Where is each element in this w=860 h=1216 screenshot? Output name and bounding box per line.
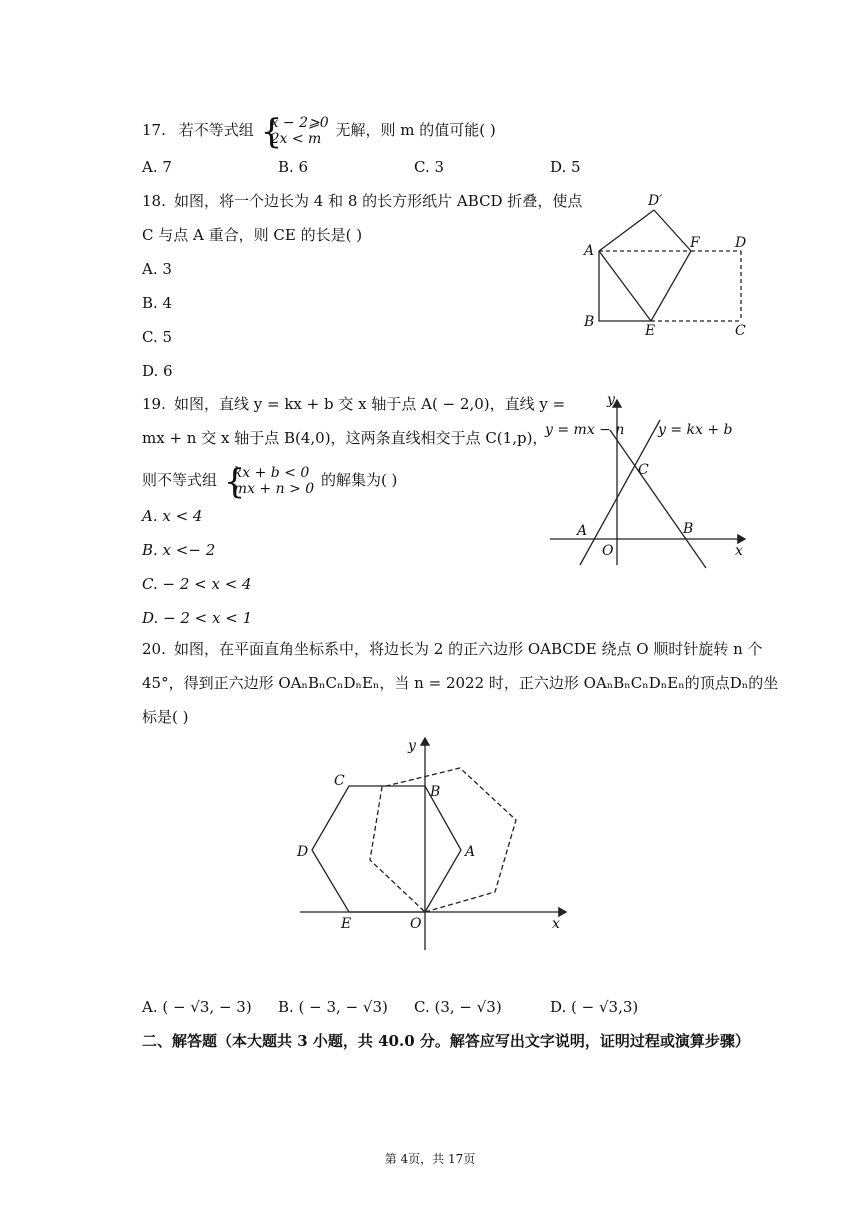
q20-option-b: B. ( − 3, − √3)	[278, 998, 388, 1016]
q20-option-d: D. ( − √3,3)	[550, 998, 639, 1016]
q17-number: 17.	[142, 121, 166, 139]
page-footer: 第 4页，共 17页	[384, 1152, 476, 1166]
label-y: y	[408, 738, 416, 754]
q19-line2: mx + n 交 x 轴于点 B(4,0)，这两条直线相交于点 C(1,p)，	[142, 429, 548, 447]
q19-option-d: D. − 2 < x < 1	[142, 609, 253, 627]
label-c: C	[638, 462, 649, 478]
q18-figure	[578, 190, 758, 340]
label-d: D	[735, 235, 747, 251]
label-c: C	[334, 773, 345, 789]
q19-line1	[142, 393, 565, 415]
label-a: A	[577, 523, 588, 539]
label-d-prime: D′	[648, 193, 663, 209]
q20-option-c: C. (3, − √3)	[414, 998, 502, 1016]
q19-line3-post: 的解集为( )	[320, 471, 398, 489]
line-ad-prime	[599, 210, 654, 251]
q17-option-b: B. 6	[278, 158, 309, 176]
q18-line2: C 与点 A 重合，则 CE 的长是( )	[142, 226, 363, 244]
q18-option-b: B. 4	[142, 294, 173, 312]
q20-figure	[290, 732, 580, 957]
label-e: E	[341, 916, 352, 932]
label-line-mx-n: y = mx − n	[545, 422, 625, 438]
label-x: x	[735, 543, 743, 559]
q20-line1-text: 如图，在平面直角坐标系中，将边长为 2 的正六边形 OABCDE 绕点 O 顺时针旋转 n 个	[174, 640, 763, 658]
q18-option-c: C. 5	[142, 328, 173, 346]
q18-line1	[142, 190, 582, 212]
q17-stem-post: 无解，则 m 的值可能( )	[335, 121, 496, 139]
q17-inequality-system	[260, 112, 329, 152]
q19-option-a: A. x < 4	[142, 507, 203, 525]
q20-option-a: A. ( − √3, − 3)	[142, 998, 252, 1016]
q19-line3-pre: 则不等式组	[142, 471, 218, 489]
label-a: A	[465, 844, 476, 860]
q18-line1-text: 如图，将一个边长为 4 和 8 的长方形纸片 ABCD 折叠，使点	[174, 192, 583, 210]
label-o: O	[410, 916, 422, 932]
q20-line1	[142, 638, 763, 660]
q19-number: 19.	[142, 395, 166, 413]
brace-symbol: {	[223, 462, 246, 502]
q19-sys-row1: kx + b < 0	[233, 465, 310, 481]
q17-option-d: D. 5	[550, 158, 581, 176]
q17-option-c: C. 3	[414, 158, 445, 176]
label-y: y	[607, 392, 615, 408]
q19-line3	[142, 462, 398, 502]
label-d: D	[297, 844, 309, 860]
q20-line2: 45°，得到正六边形 OAₙBₙCₙDₙEₙ，当 n = 2022 时，正六边形 OAₙBₙCₙDₙEₙ的顶点Dₙ的坐	[142, 674, 779, 692]
label-x: x	[552, 916, 560, 932]
label-o: O	[602, 543, 614, 559]
label-e: E	[645, 323, 656, 339]
line-d-prime-f	[654, 210, 691, 251]
label-c: C	[735, 323, 746, 339]
label-b: B	[683, 521, 694, 537]
q17-sys-row2: 2x < m	[270, 131, 322, 147]
q17-stem-pre: 若不等式组	[178, 121, 254, 139]
brace-symbol: {	[260, 112, 283, 152]
q19-figure	[540, 390, 760, 572]
q19-line1-text: 如图，直线 y = kx + b 交 x 轴于点 A( − 2,0)，直线 y =	[174, 395, 566, 413]
q17-option-a: A. 7	[142, 158, 172, 176]
q17-sys-row1: x − 2⩾0	[270, 115, 329, 131]
section-2-heading: 二、解答题（本大题共 3 小题，共 40.0 分。解答应写出文字说明，证明过程或演算步骤）	[142, 1032, 750, 1050]
q18-option-d: D. 6	[142, 362, 173, 380]
label-b: B	[430, 784, 441, 800]
q18-option-a: A. 3	[142, 260, 172, 278]
q20-number: 20.	[142, 640, 166, 658]
hexagon-rotated	[370, 768, 516, 912]
line-ef	[651, 251, 691, 321]
label-b: B	[584, 314, 595, 330]
q19-inequality-system	[223, 462, 315, 502]
line-ae	[599, 251, 651, 321]
line-kx-b	[580, 420, 660, 565]
hexagon-oabcde	[312, 786, 461, 912]
label-f: F	[690, 235, 700, 251]
q17-stem	[142, 112, 496, 152]
q19-option-b: B. x <− 2	[142, 541, 216, 559]
line-mx-n	[610, 430, 706, 568]
label-a: A	[584, 243, 595, 259]
q20-line3: 标是( )	[142, 708, 189, 726]
q19-option-c: C. − 2 < x < 4	[142, 575, 252, 593]
q18-number: 18.	[142, 192, 166, 210]
q19-sys-row2: mx + n > 0	[233, 481, 315, 497]
label-line-kx-b: y = kx + b	[658, 422, 733, 438]
